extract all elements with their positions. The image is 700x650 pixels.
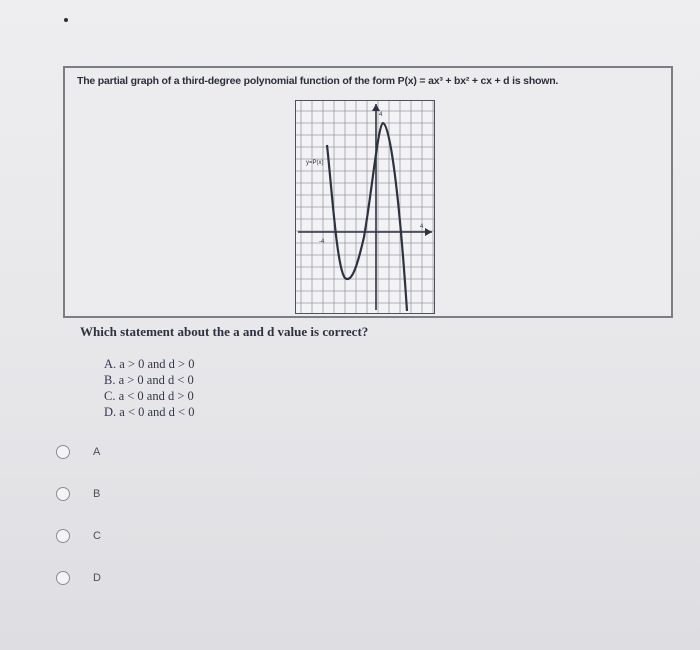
answer-label-c: C [93, 530, 101, 542]
choice-c-text: C. a < 0 and d > 0 [104, 389, 194, 403]
answer-label-d: D [93, 572, 101, 584]
x-tick-left: -4 [319, 239, 325, 245]
answer-option-d[interactable] [56, 567, 101, 589]
y-tick-top: 4 [379, 112, 383, 118]
graph-svg [296, 101, 434, 313]
x-axis-arrow [425, 228, 432, 236]
answer-label-b: B [93, 488, 101, 500]
answer-option-a[interactable] [56, 441, 101, 463]
choice-b-text: B. a > 0 and d < 0 [104, 373, 194, 387]
x-tick-right: 4 [420, 224, 424, 230]
radio-c-icon[interactable] [56, 529, 70, 543]
answer-options [56, 441, 101, 609]
answer-option-b[interactable] [56, 483, 101, 505]
radio-b-icon[interactable] [56, 487, 70, 501]
answer-choices-text [104, 356, 194, 420]
graph-grid [296, 101, 434, 313]
radio-d-icon[interactable] [56, 571, 70, 585]
question-prompt: Which statement about the a and d value is correct? [80, 324, 369, 339]
graph-label: y=P(x) [306, 160, 324, 166]
radio-a-icon[interactable] [56, 445, 70, 459]
question-stem: The partial graph of a third-degree polynomial function of the form P(x) = ax³ + bx² + cx + d is shown. [77, 75, 559, 87]
question-box [63, 66, 673, 318]
page-dot [64, 18, 68, 22]
choice-a-text: A. a > 0 and d > 0 [104, 357, 195, 371]
answer-label-a: A [93, 446, 101, 458]
polynomial-graph [295, 100, 435, 314]
y-axis-arrow [372, 104, 380, 111]
choice-d-text: D. a < 0 and d < 0 [104, 405, 195, 419]
answer-option-c[interactable] [56, 525, 101, 547]
